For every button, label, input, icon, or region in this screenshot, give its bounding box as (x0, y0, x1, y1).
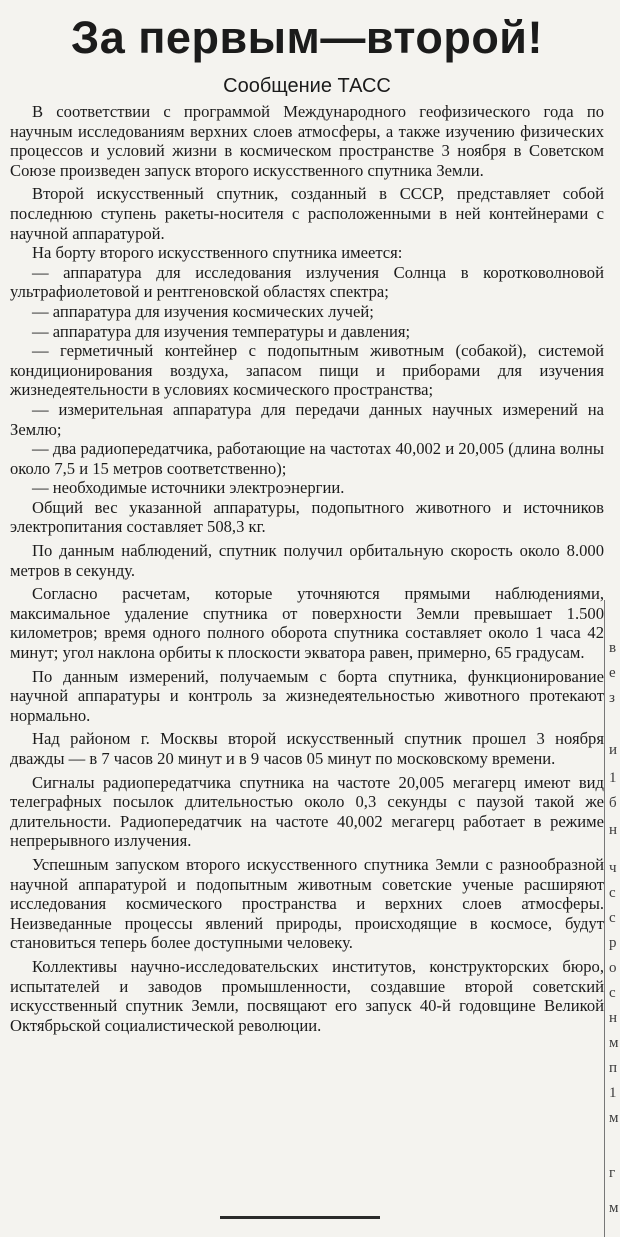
fragment-char: с (609, 885, 616, 901)
article-body (10, 102, 604, 1035)
fragment-char: р (609, 935, 617, 951)
list-item: — аппаратура для изучения температуры и давления; (32, 321, 411, 341)
paragraph-orbit: Согласно расчетам, которые уточняются прямыми наблюдениями, максимальное удаление спутника от поверхности Земли превышает 1.500 километров; время одного полного оборота спутника составляет около 1 часа 42 минут; угол наклона орбиты к плоскости экватора равен, примерно, 65 градусам. (10, 584, 604, 663)
paragraph-weight: Общий вес указанной аппаратуры, подопытного животного и источников электропитания составляет 508,3 кг. (10, 497, 604, 537)
fragment-char: м (609, 1200, 619, 1216)
list-item: — необходимые источники электроэнергии. (32, 478, 345, 498)
adjacent-column-fragments (609, 0, 620, 1237)
fragment-char: п (609, 1060, 618, 1076)
paragraph-measurements: По данным измерений, получаемым с борта спутника, функционирование научной аппаратуры и контроль за жизнедеятельностью животного протекают нормально. (10, 666, 604, 725)
fragment-char: е (609, 665, 616, 681)
fragment-char: н (609, 822, 618, 838)
list-item: — аппаратура для исследования излучения Солнца в коротковолновой ультрафиолетовой и рентгеновской областях спектра; (10, 262, 604, 302)
fragment-char: ч (609, 860, 617, 876)
fragment-char: м (609, 1110, 619, 1126)
fragment-char: с (609, 985, 616, 1001)
fragment-char: в (609, 640, 617, 656)
closing-divider (220, 1216, 380, 1219)
fragment-char: м (609, 1035, 619, 1051)
fragment-char: б (609, 795, 617, 811)
paragraph-speed: По данным наблюдений, спутник получил орбитальную скорость около 8.000 метров в секунду. (10, 541, 604, 580)
paragraph-moscow: Над районом г. Москвы второй искусственный спутник прошел 3 ноября дважды — в 7 часов 20 минут и в 9 часов 05 минут по московскому времени. (10, 729, 604, 768)
paragraph-signals: Сигналы радиопередатчика спутника на частоте 20,005 мегагерц имеют вид телеграфных посылок длительностью около 0,3 секунды с паузой такой же длительности. Радиопередатчик на частоте 40,002 мегагерц работает в режиме непрерывного излучения. (10, 772, 604, 851)
fragment-char: н (609, 1010, 618, 1026)
paragraph-3: На борту второго искусственного спутника имеется: (32, 243, 403, 263)
paragraph-success: Успешным запуском второго искусственного спутника Земли с разнообразной научной аппаратурой и подопытным животным советские ученые расширяют исследования космического пространства и верхних слоев атмосферы. Неизведанные процессы явлений природы, происходящие в космосе, будут становиться теперь более доступными человеку. (10, 854, 604, 953)
fragment-char: с (609, 910, 616, 926)
paragraph-2: Второй искусственный спутник, созданный в СССР, представляет собой последнюю ступень ракеты-носителя с расположенными в ней контейнерами с научной аппаратурой. (10, 184, 604, 243)
column-rule (604, 600, 605, 1237)
fragment-char: о (609, 960, 617, 976)
list-item: — аппаратура для изучения космических лучей; (32, 301, 374, 321)
fragment-char: 1 (609, 1085, 617, 1101)
fragment-char: з (609, 690, 615, 706)
paragraph-collectives: Коллективы научно-исследовательских институтов, конструкторских бюро, испытателей и заводов промышленности, создавшие второй советский искусственный спутник Земли, посвящают его запуск 40-й годовщине Великой Октябрьской социалистической революции. (10, 956, 604, 1035)
paragraph-1: В соответствии с программой Международного геофизического года по научным исследованиям верхних слоев атмосферы, а также изучению физических процессов и условий жизни в космическом пространстве 3 ноября в Советском Союзе произведен запуск второго искусственного спутника Земли. (10, 102, 604, 180)
fragment-char: 1 (609, 770, 617, 786)
fragment-char: г (609, 1165, 616, 1181)
headline: За первым—второй! (71, 12, 543, 63)
article-column (10, 0, 604, 1035)
fragment-char: и (609, 742, 618, 758)
list-item: — герметичный контейнер с подопытным животным (собакой), системой кондиционирования воздуха, запасом пищи и приборами для изучения жизнедеятельности в условиях космического пространства; (10, 341, 604, 400)
subhead: Сообщение ТАСС (223, 75, 391, 97)
list-item: — два радиопередатчика, работающие на частотах 40,002 и 20,005 (длина волны около 7,5 и 15 метров соответственно); (10, 439, 604, 478)
list-item: — измерительная аппаратура для передачи данных научных измерений на Землю; (10, 399, 604, 439)
